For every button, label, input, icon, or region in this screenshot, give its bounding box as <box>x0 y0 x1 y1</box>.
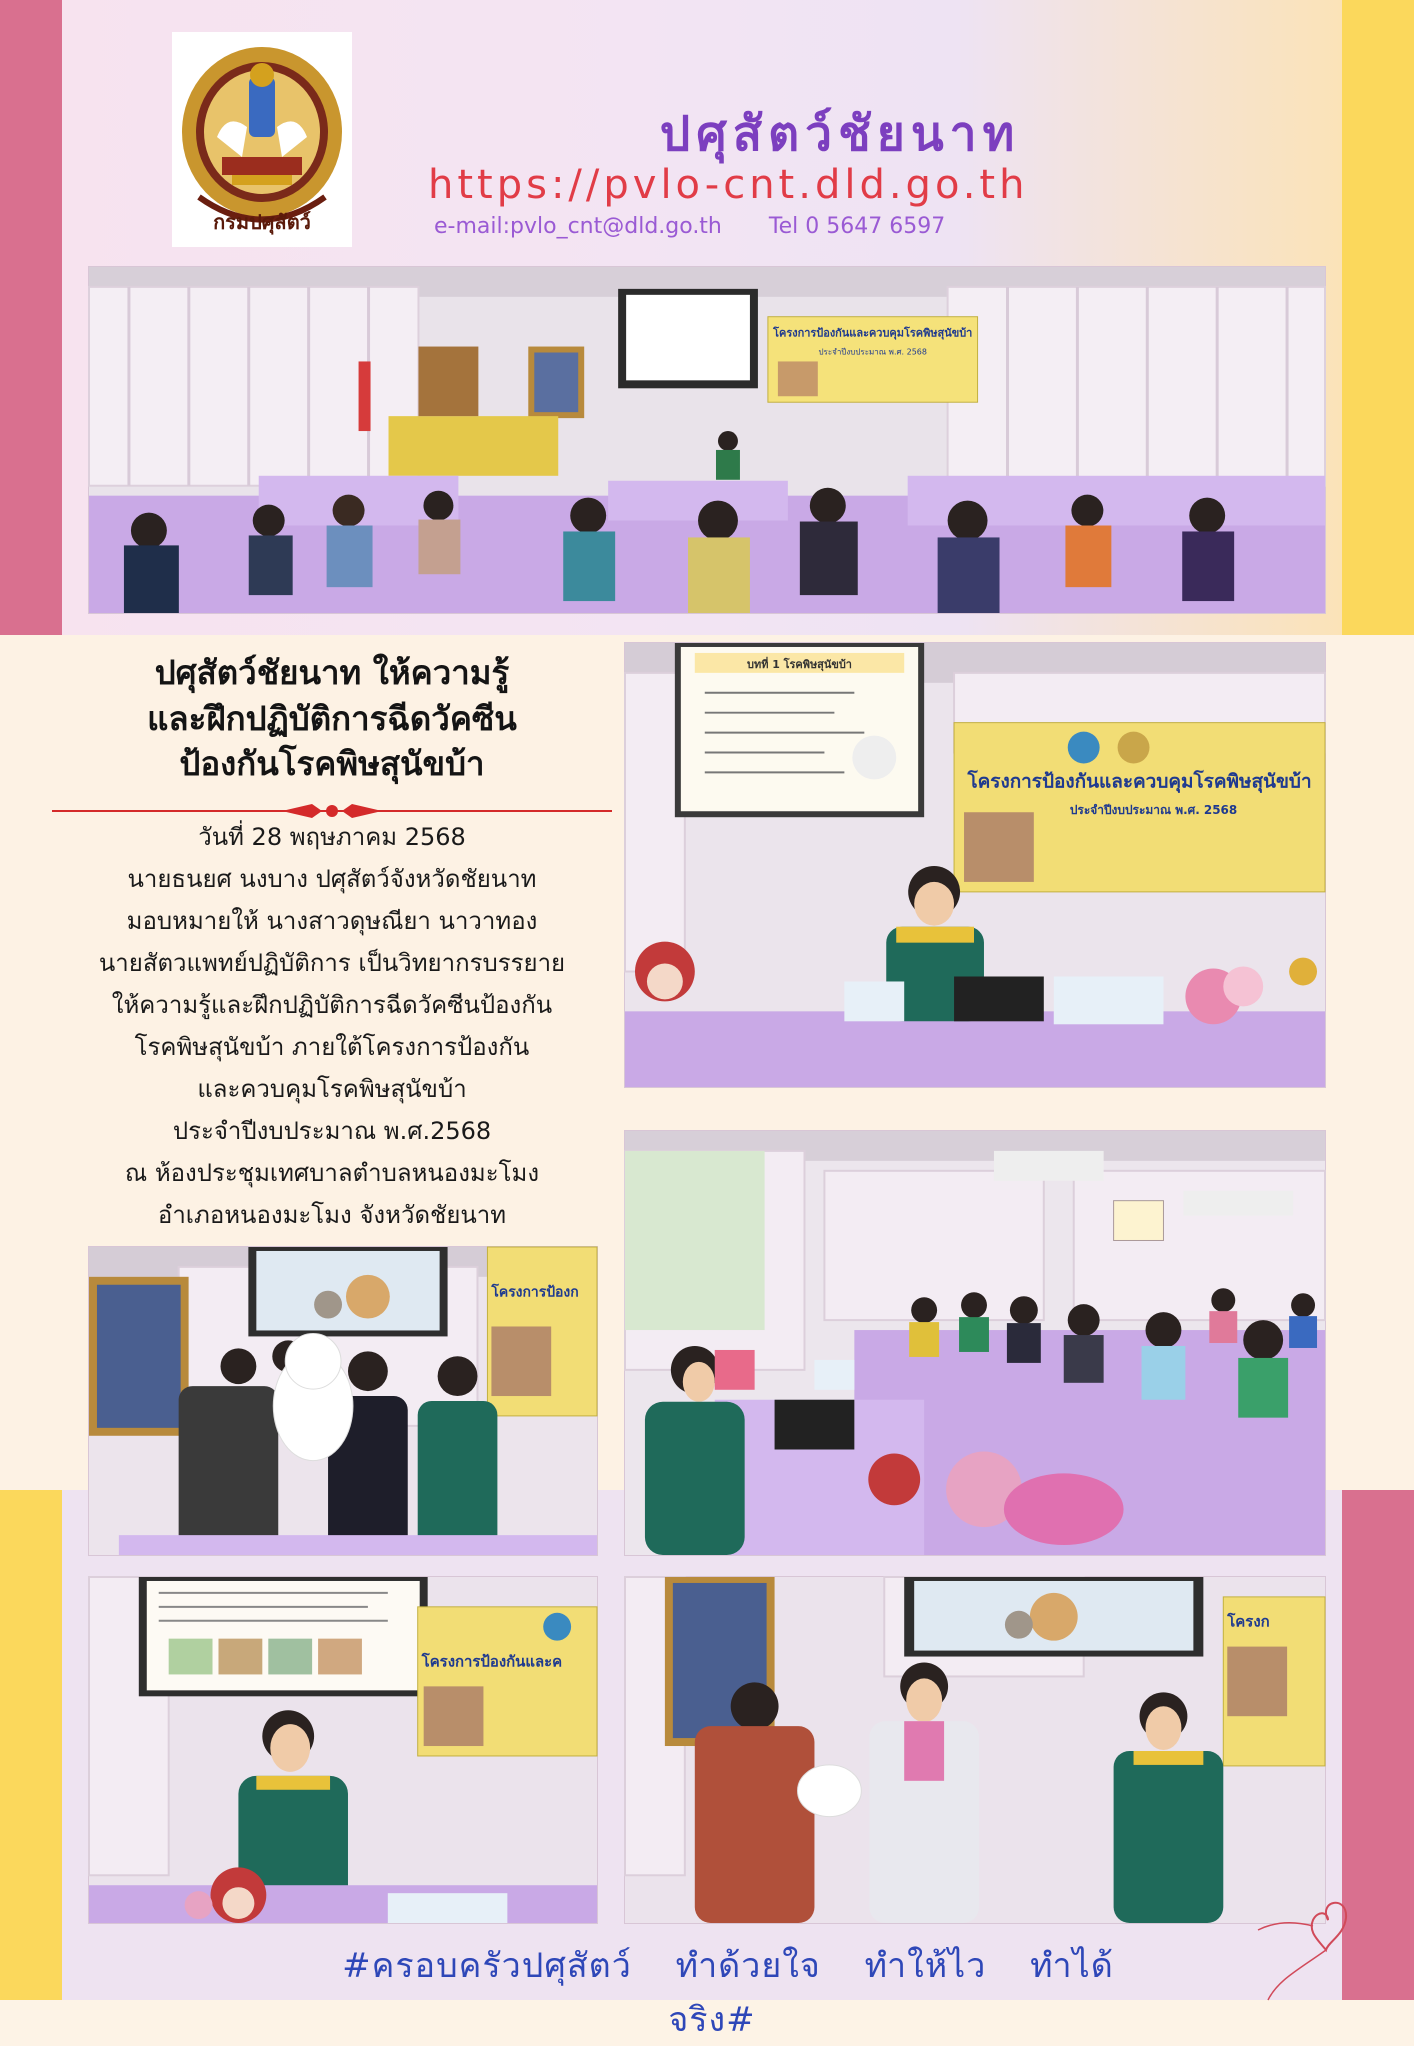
photo-speaker-presentation <box>624 642 1326 1088</box>
slogan-part: ทำด้วยใจ <box>675 1946 821 1986</box>
organization-name: ปศุสัตว์ชัยนาท <box>659 106 1021 162</box>
article-line: นายธนยศ นงบาง ปศุสัตว์จังหวัดชัยนาท <box>127 865 537 893</box>
slogan-part: ทำให้ไว <box>864 1946 987 1986</box>
contact-info <box>434 214 994 239</box>
headline-line: ปศุสัตว์ชัยนาท ให้ความรู้ <box>154 653 510 692</box>
photo-participant-practice <box>624 1576 1326 1924</box>
svg-text:ประจำปีงบประมาณ พ.ศ. 2568: ประจำปีงบประมาณ พ.ศ. 2568 <box>1069 803 1238 818</box>
article-body <box>50 816 614 1236</box>
photo-audience-seated <box>624 1130 1326 1556</box>
svg-text:โครงการป้องก: โครงการป้องก <box>491 1284 579 1301</box>
svg-text:โครงก: โครงก <box>1227 1612 1270 1631</box>
slogan-hashtag-start: #ครอบครัวปศุสัตว์ <box>342 1946 632 1986</box>
svg-text:โครงการป้องกันและควบคุมโรคพิษส: โครงการป้องกันและควบคุมโรคพิษสุนัขบ้า <box>967 770 1312 793</box>
article-line: ประจำปีงบประมาณ พ.ศ.2568 <box>172 1117 492 1145</box>
phone-text: Tel 0 5647 6597 <box>768 214 946 239</box>
email-text[interactable]: e-mail:pvlo_cnt@dld.go.th <box>434 214 722 239</box>
svg-text:บทที่ 1 โรคพิษสุนัขบ้า: บทที่ 1 โรคพิษสุนัขบ้า <box>747 657 852 671</box>
article-line: นายสัตวแพทย์ปฏิบัติการ เป็นวิทยากรบรรยาย <box>98 949 566 977</box>
article-line: อำเภอหนองมะโมง จังหวัดชัยนาท <box>157 1201 507 1229</box>
website-link[interactable]: https://pvlo-cnt.dld.go.th <box>428 162 1029 208</box>
article-date: วันที่ 28 พฤษภาคม 2568 <box>198 823 466 851</box>
headline-line: และฝึกปฏิบัติการฉีดวัคซีน <box>147 698 517 738</box>
photo-vaccine-demonstration <box>88 1246 598 1556</box>
slogan-hashtag-end: ทำได้จริง# <box>668 1946 1114 2040</box>
left-pink-bar <box>0 0 62 635</box>
article-line: และควบคุมโรคพิษสุนัขบ้า <box>197 1075 467 1103</box>
photo-speaker-syringe <box>88 1576 598 1924</box>
article-line: โรคพิษสุนัขบ้า ภายใต้โครงการป้องกัน <box>134 1033 530 1061</box>
livestock-emblem-icon <box>177 37 347 242</box>
left-yellow-bar <box>0 1490 62 2000</box>
photo-meeting-room-wide <box>88 266 1326 614</box>
heart-doodle-icon <box>1258 1860 1368 2000</box>
article-headline <box>60 650 604 787</box>
svg-text:โครงการป้องกันและควบคุมโรคพิษส: โครงการป้องกันและควบคุมโรคพิษสุนัขบ้า <box>773 326 973 340</box>
svg-text:โครงการป้องกันและค: โครงการป้องกันและค <box>421 1652 563 1671</box>
headline-line: ป้องกันโรคพิษสุนัขบ้า <box>179 744 485 784</box>
article-line: ให้ความรู้และฝึกปฏิบัติการฉีดวัคซีนป้องกัน <box>111 991 553 1019</box>
svg-text:กรมปศุสัตว์: กรมปศุสัตว์ <box>213 210 311 234</box>
department-logo <box>172 32 352 247</box>
right-yellow-bar <box>1342 0 1414 635</box>
article-line: มอบหมายให้ นางสาวดุษณียา นาวาทอง <box>126 907 538 935</box>
article-line: ณ ห้องประชุมเทศบาลตำบลหนองมะโมง <box>124 1159 540 1187</box>
footer-slogan <box>290 1938 1150 2046</box>
svg-text:ประจำปีงบประมาณ พ.ศ. 2568: ประจำปีงบประมาณ พ.ศ. 2568 <box>818 347 927 357</box>
